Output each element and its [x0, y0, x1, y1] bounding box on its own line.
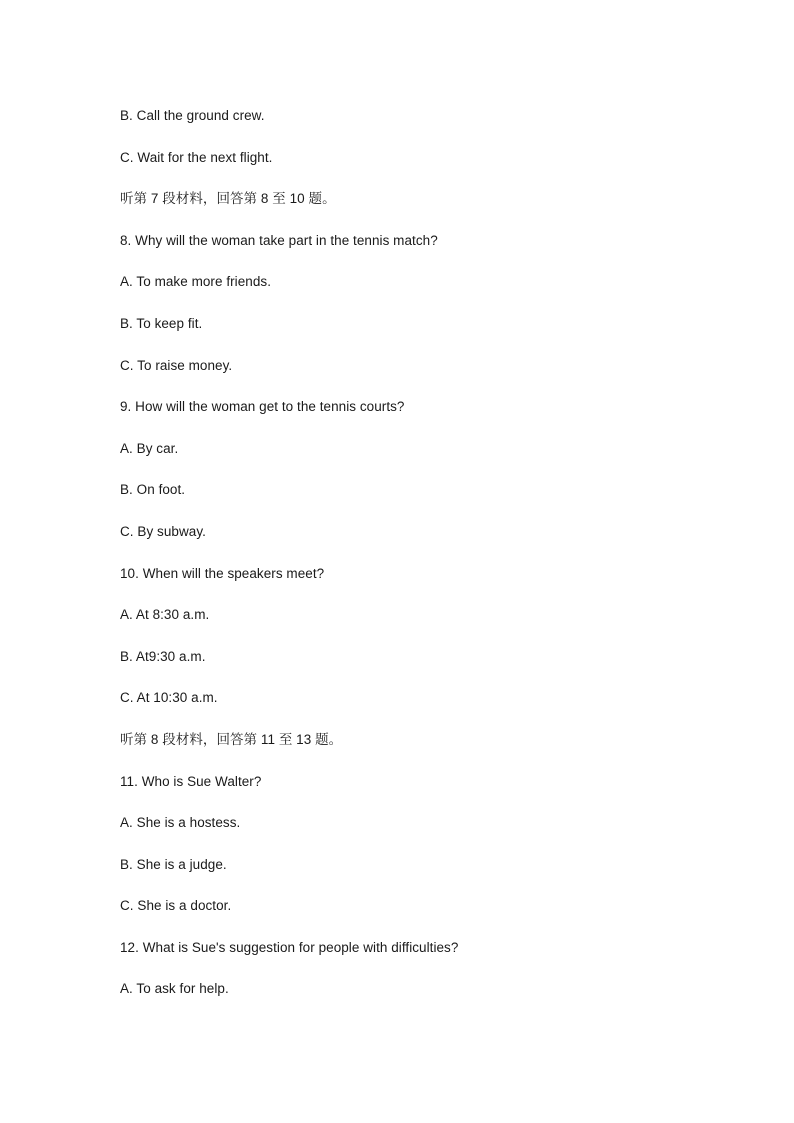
option-7-b: B. Call the ground crew. — [120, 108, 265, 123]
option-7-c: C. Wait for the next flight. — [120, 149, 273, 165]
option-10-a: A. At 8:30 a.m. — [120, 607, 210, 623]
option-9-a: A. By car. — [120, 440, 179, 456]
question-10: 10. When will the speakers meet? — [120, 565, 325, 581]
document-body — [120, 105, 720, 1020]
option-8-a: A. To make more friends. — [120, 274, 272, 290]
option-9-b: B. On foot. — [120, 482, 186, 498]
option-10-c: C. At 10:30 a.m. — [120, 690, 218, 706]
question-12: 12. What is Sue's suggestion for people with difficulties? — [120, 939, 459, 955]
option-11-b: B. She is a judge. — [120, 856, 227, 872]
option-11-a: A. She is a hostess. — [120, 815, 241, 831]
option-8-c: C. To raise money. — [120, 357, 233, 373]
section-instruction-8: 听第 8 段材料，回答第 11 至 13 题。 — [120, 731, 343, 747]
question-9: 9. How will the woman get to the tennis courts? — [120, 399, 405, 415]
section-instruction-7: 听第 7 段材料，回答第 8 至 10 题。 — [120, 191, 336, 207]
option-11-c: C. She is a doctor. — [120, 898, 232, 914]
option-12-a: A. To ask for help. — [120, 981, 229, 997]
option-8-b: B. To keep fit. — [120, 315, 203, 331]
question-8: 8. Why will the woman take part in the tennis match? — [120, 232, 438, 248]
option-10-b: B. At9:30 a.m. — [120, 648, 206, 664]
option-9-c: C. By subway. — [120, 523, 206, 539]
question-11: 11. Who is Sue Walter? — [120, 773, 262, 789]
